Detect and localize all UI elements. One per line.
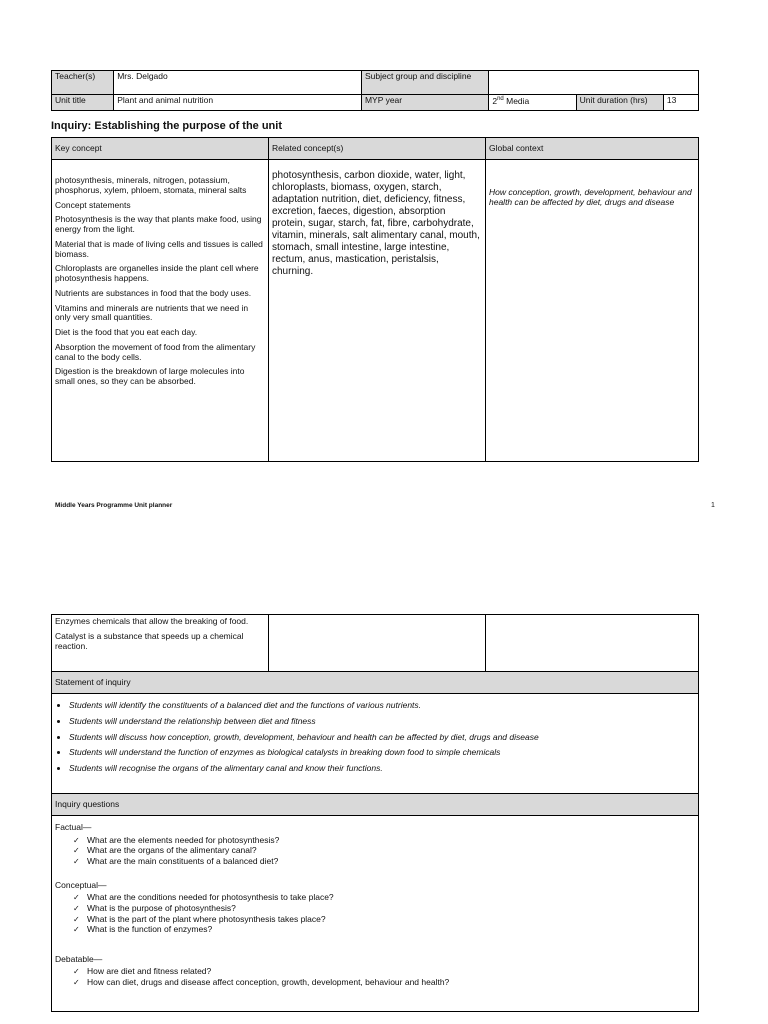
global-context-header: Global context — [486, 138, 699, 160]
inquiry-questions-cell — [52, 816, 699, 1012]
statement-item: • Students will understand the relationship between diet and fitness — [69, 717, 695, 727]
key-concept-header: Key concept — [52, 138, 269, 160]
question-item: ✓ How are diet and fitness related? — [73, 966, 695, 977]
continued-key-concept-cell — [52, 615, 269, 672]
statement-of-inquiry-cell — [52, 694, 699, 794]
question-item: ✓ What is the purpose of photosynthesis? — [73, 903, 695, 914]
unit-duration-value: 13 — [663, 95, 698, 111]
statement-list — [69, 701, 695, 774]
key-concept-item: Vitamins and minerals are nutrients that we need in only very small quantities. — [55, 302, 249, 323]
conceptual-list — [73, 892, 695, 934]
statement-of-inquiry-header: Statement of inquiry — [52, 672, 699, 694]
key-concept-item: Material that is made of living cells and tissues is called biomass. — [55, 238, 263, 259]
key-concept-item: Nutrients are substances in food that the body uses. — [55, 287, 252, 298]
subject-value — [489, 71, 699, 95]
key-concept-item: photosynthesis, minerals, nitrogen, potassium, phosphorus, xylem, phloem, stomata, mineral salts — [55, 175, 247, 195]
key-concept-item: Chloroplasts are organelles inside the plant cell where photosynthesis happens. — [55, 263, 259, 284]
conceptual-label: Conceptual— — [55, 879, 107, 890]
concepts-table — [51, 137, 699, 462]
statement-item: • Students will understand the function of enzymes as biological catalysts in breaking down food to simple chemicals — [69, 748, 695, 758]
teacher-value: Mrs. Delgado — [114, 71, 362, 95]
unit-duration-label: Unit duration (hrs) — [576, 95, 663, 111]
global-context-cell: How conception, growth, development, behaviour and health can be affected by diet, drugs and disease — [486, 160, 699, 462]
inquiry-questions-header: Inquiry questions — [52, 794, 699, 816]
question-item: ✓ What are the organs of the alimentary canal? — [73, 845, 695, 856]
continued-related-cell — [269, 615, 486, 672]
question-item: ✓ How can diet, drugs and disease affect conception, growth, development, behaviour and health? — [73, 977, 695, 988]
myp-year-label: MYP year — [361, 95, 488, 111]
unit-title-value: Plant and animal nutrition — [114, 95, 362, 111]
debatable-list — [73, 966, 695, 987]
question-item: ✓ What are the elements needed for photosynthesis? — [73, 835, 695, 846]
related-concepts-cell — [269, 160, 486, 462]
debatable-label: Debatable— — [55, 953, 103, 964]
continued-global-cell — [486, 615, 699, 672]
factual-list — [73, 835, 695, 867]
key-concept-item: Digestion is the breakdown of large molecules into small ones, so they can be absorbed. — [55, 366, 245, 387]
key-concept-item: Enzymes chemicals that allow the breaking of food. — [55, 616, 249, 626]
key-concept-item: Concept statements — [55, 199, 131, 210]
related-concepts-line: photosynthesis, carbon dioxide, water, light, chloroplasts, biomass, oxygen, starch, adaptation nutrition, diet, deficiency, fitness, excretion, faeces, digestion, absorption — [272, 170, 466, 217]
related-concepts-line: protein, sugar, starch, fat, fibre, carbohydrate, vitamin, minerals, salt alimentary canal, mouth, stomach, small intestine, large intestine, rectum, anus, mastication, peristalsis, churning. — [272, 218, 480, 277]
key-concept-item: Photosynthesis is the way that plants make food, using energy from the light. — [55, 214, 262, 235]
subject-label: Subject group and discipline — [361, 71, 488, 95]
statement-item: • Students will discuss how conception, growth, development, behaviour and health can be affected by diet, drugs and disease — [69, 733, 695, 743]
question-item: ✓ What are the main constituents of a balanced diet? — [73, 856, 695, 867]
key-concept-item: Absorption the movement of food from the alimentary canal to the body cells. — [55, 341, 256, 362]
statement-item: • Students will identify the constituents of a balanced diet and the functions of various nutrients. — [69, 701, 695, 711]
inquiry-section-title: Inquiry: Establishing the purpose of the unit — [51, 120, 282, 132]
concepts-continued-table — [51, 614, 699, 1012]
question-item: ✓ What is the part of the plant where photosynthesis takes place? — [73, 914, 695, 925]
key-concept-cell — [52, 160, 269, 462]
question-item: ✓ What is the function of enzymes? — [73, 924, 695, 935]
related-concepts-header: Related concept(s) — [269, 138, 486, 160]
unit-title-label: Unit title — [52, 95, 114, 111]
key-concept-item: Diet is the food that you eat each day. — [55, 327, 198, 338]
teacher-label: Teacher(s) — [52, 71, 114, 95]
statement-item: • Students will recognise the organs of the alimentary canal and know their functions. — [69, 764, 695, 774]
question-item: ✓ What are the conditions needed for photosynthesis to take place? — [73, 892, 695, 903]
factual-label: Factual— — [55, 822, 92, 832]
unit-header-table — [51, 70, 699, 111]
key-concept-item: Catalyst is a substance that speeds up a chemical reaction. — [55, 630, 244, 651]
footer-title: Middle Years Programme Unit planner — [55, 502, 173, 509]
page-number: 1 — [711, 502, 715, 509]
myp-year-value: 2nd Media — [489, 95, 576, 111]
